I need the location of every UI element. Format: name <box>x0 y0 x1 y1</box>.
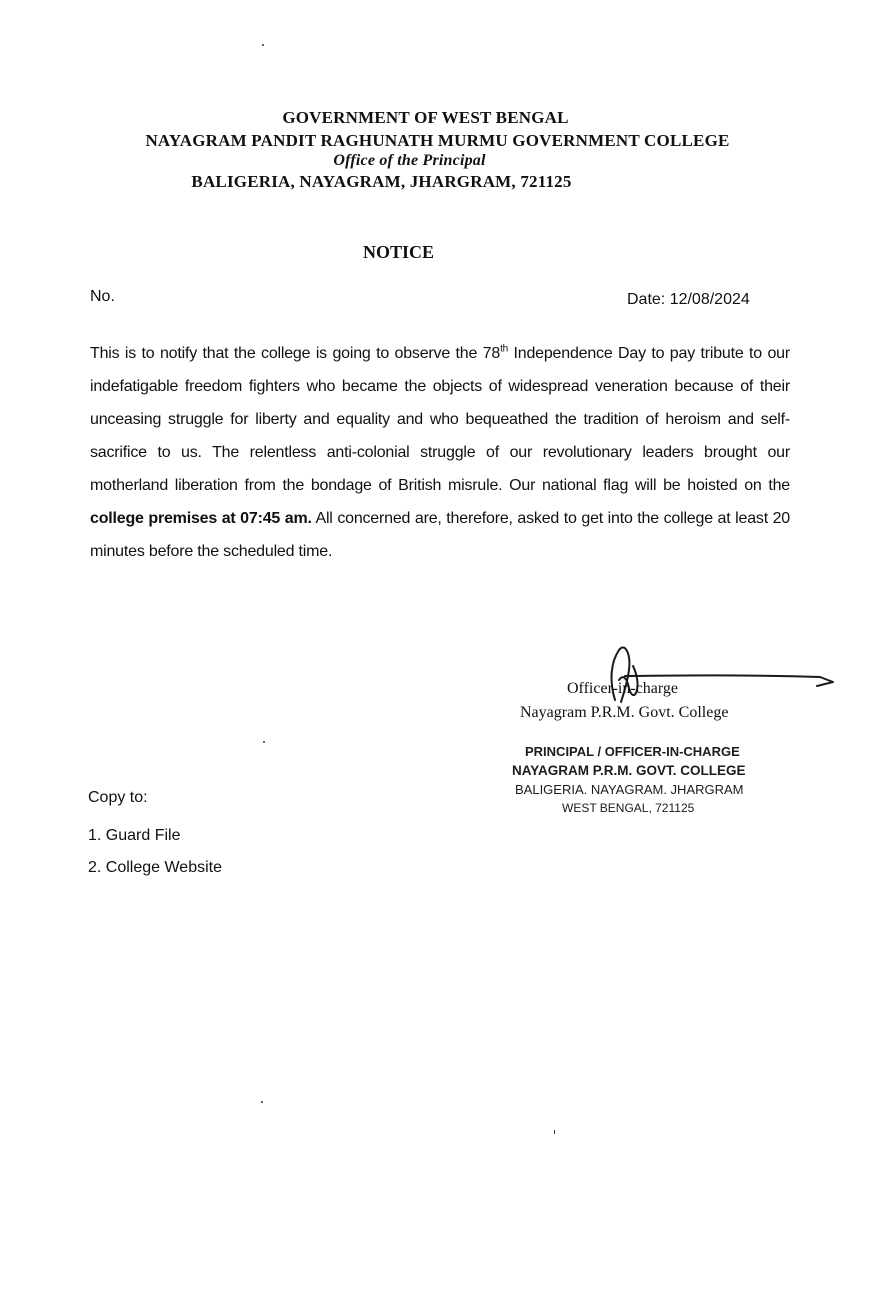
stamp-line-principal: PRINCIPAL / OFFICER-IN-CHARGE <box>525 744 740 759</box>
notice-body <box>90 337 790 568</box>
header-college-name: NAYAGRAM PANDIT RAGHUNATH MURMU GOVERNMENT COLLEGE <box>145 131 730 150</box>
scan-speck <box>262 44 264 46</box>
scan-speck <box>554 1130 555 1134</box>
body-text-part2: Independence Day to pay tribute to our indefatigable freedom fighters who became the objects of widespread veneration because of their unceasing struggle for liberty and equality and who bequeathed the tradition of heroism and self-sacrifice to us. The relentless anti-colonial struggle of our revolutionary leaders brought our motherland liberation from the bondage of British misrule. Our national flag will be hoisted on the <box>90 345 791 494</box>
ordinal-suffix: th <box>500 343 509 355</box>
header-office: Office of the Principal <box>333 152 486 169</box>
notice-date: Date: 12/08/2024 <box>627 291 750 308</box>
copy-to-item: 1. Guard File <box>88 827 181 844</box>
notice-title: NOTICE <box>362 242 434 262</box>
copy-to-item: 2. College Website <box>88 859 222 876</box>
header-government: GOVERNMENT OF WEST BENGAL <box>282 108 569 127</box>
scan-speck <box>261 1101 263 1103</box>
handwritten-signature <box>595 640 835 710</box>
scan-speck <box>263 741 265 743</box>
stamp-line-college: NAYAGRAM P.R.M. GOVT. COLLEGE <box>512 763 746 778</box>
header-address: BALIGERIA, NAYAGRAM, JHARGRAM, 721125 <box>191 172 572 191</box>
body-text-part3: All concerned are, therefore, asked to get into the college at least 20 minutes before the scheduled time. <box>90 510 790 560</box>
body-text-time-emphasis: college premises at 07:45 am. <box>90 510 312 527</box>
body-text-part1: This is to notify that the college is going to observe the 78 <box>90 345 501 362</box>
stamp-line-state: WEST BENGAL, 721125 <box>562 801 695 815</box>
signatory-college: Nayagram P.R.M. Govt. College <box>520 704 729 721</box>
reference-number: No. <box>90 288 115 305</box>
signatory-title: Officer-in-charge <box>567 680 679 697</box>
copy-to-label: Copy to: <box>88 789 148 806</box>
stamp-line-address: BALIGERIA. NAYAGRAM. JHARGRAM <box>515 782 744 797</box>
